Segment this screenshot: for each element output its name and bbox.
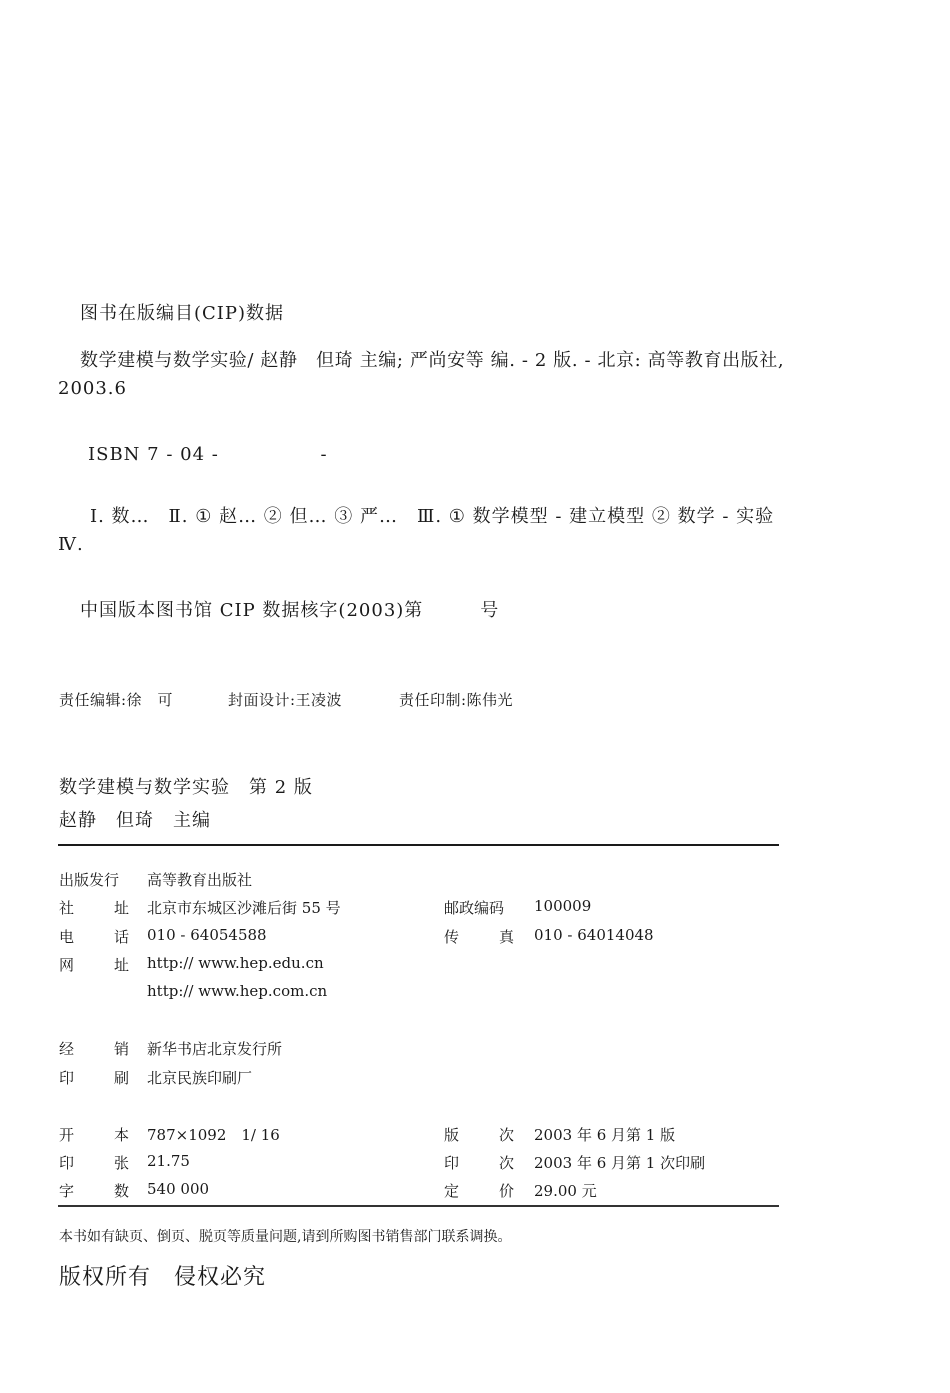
fax-label-2: 真 <box>499 928 515 946</box>
cip-isbn: ISBN 7 - 04 - - <box>88 444 328 465</box>
phone-label-2: 话 <box>114 928 130 946</box>
publisher-label: 出版发行 <box>59 871 120 889</box>
phone-label-1: 电 <box>59 928 75 946</box>
book-authors: 赵静 但琦 主编 <box>59 810 211 831</box>
edition-label-2: 次 <box>499 1126 515 1144</box>
sheets-label-2: 张 <box>114 1154 130 1172</box>
top-rule <box>58 844 779 846</box>
address-label-2: 址 <box>114 899 130 917</box>
fax-value: 010 - 64014048 <box>534 926 654 944</box>
distributor-label-1: 经 <box>59 1040 75 1058</box>
cip-entry-line2: 2003.6 <box>58 378 127 399</box>
address-label-1: 社 <box>59 899 75 917</box>
cip-subject-line1: Ⅰ. 数… Ⅱ. ① 赵… ② 但… ③ 严… Ⅲ. ① 数学模型 - 建立模型 ② 数学 - 实验 <box>90 506 775 527</box>
cip-heading: 图书在版编目(CIP)数据 <box>80 303 285 324</box>
format-label-2: 本 <box>114 1126 130 1144</box>
sheets-label-1: 印 <box>59 1154 75 1172</box>
edition-value: 2003 年 6 月第 1 版 <box>534 1126 676 1144</box>
format-value: 787×1092 1/ 16 <box>147 1126 280 1144</box>
postcode-value: 100009 <box>534 897 592 915</box>
format-label-1: 开 <box>59 1126 75 1144</box>
copyright-notice: 版权所有 侵权必究 <box>59 1265 267 1290</box>
website-label-2: 址 <box>114 956 130 974</box>
wordcount-label-2: 数 <box>114 1182 130 1200</box>
website-link-edu[interactable]: http:// www.hep.edu.cn <box>147 954 324 972</box>
edition-label-1: 版 <box>444 1126 460 1144</box>
sheets-value: 21.75 <box>147 1152 190 1170</box>
price-value: 29.00 元 <box>534 1182 597 1200</box>
staff-editor: 责任编辑:徐 可 <box>59 691 174 709</box>
printer-value: 北京民族印刷厂 <box>147 1069 253 1087</box>
impression-label-2: 次 <box>499 1154 515 1172</box>
postcode-label: 邮政编码 <box>444 899 505 917</box>
book-title: 数学建模与数学实验 第 2 版 <box>59 777 313 798</box>
staff-printing-supervisor: 责任印制:陈伟光 <box>399 691 514 709</box>
staff-cover-design: 封面设计:王凌波 <box>228 691 343 709</box>
distributor-value: 新华书店北京发行所 <box>147 1040 283 1058</box>
printer-label-2: 刷 <box>114 1069 130 1087</box>
website-label-1: 网 <box>59 956 75 974</box>
impression-value: 2003 年 6 月第 1 次印刷 <box>534 1154 706 1172</box>
fax-label-1: 传 <box>444 928 460 946</box>
distributor-label-2: 销 <box>114 1040 130 1058</box>
publisher-value: 高等教育出版社 <box>147 871 253 889</box>
impression-label-1: 印 <box>444 1154 460 1172</box>
cip-subject-line2: Ⅳ. <box>58 534 84 555</box>
price-label-2: 价 <box>499 1182 515 1200</box>
price-label-1: 定 <box>444 1182 460 1200</box>
cip-library-number: 中国版本图书馆 CIP 数据核字(2003)第 号 <box>80 600 500 621</box>
wordcount-label-1: 字 <box>59 1182 75 1200</box>
address-value: 北京市东城区沙滩后街 55 号 <box>147 899 341 917</box>
printer-label-1: 印 <box>59 1069 75 1087</box>
bottom-rule <box>58 1205 779 1207</box>
quality-notice: 本书如有缺页、倒页、脱页等质量问题,请到所购图书销售部门联系调换。 <box>59 1229 512 1245</box>
wordcount-value: 540 000 <box>147 1180 210 1198</box>
website-link-com[interactable]: http:// www.hep.com.cn <box>147 982 328 1000</box>
cip-entry-line1: 数学建模与数学实验/ 赵静 但琦 主编; 严尚安等 编. - 2 版. - 北京: 高等教育出版社, <box>80 350 785 371</box>
phone-value: 010 - 64054588 <box>147 926 267 944</box>
